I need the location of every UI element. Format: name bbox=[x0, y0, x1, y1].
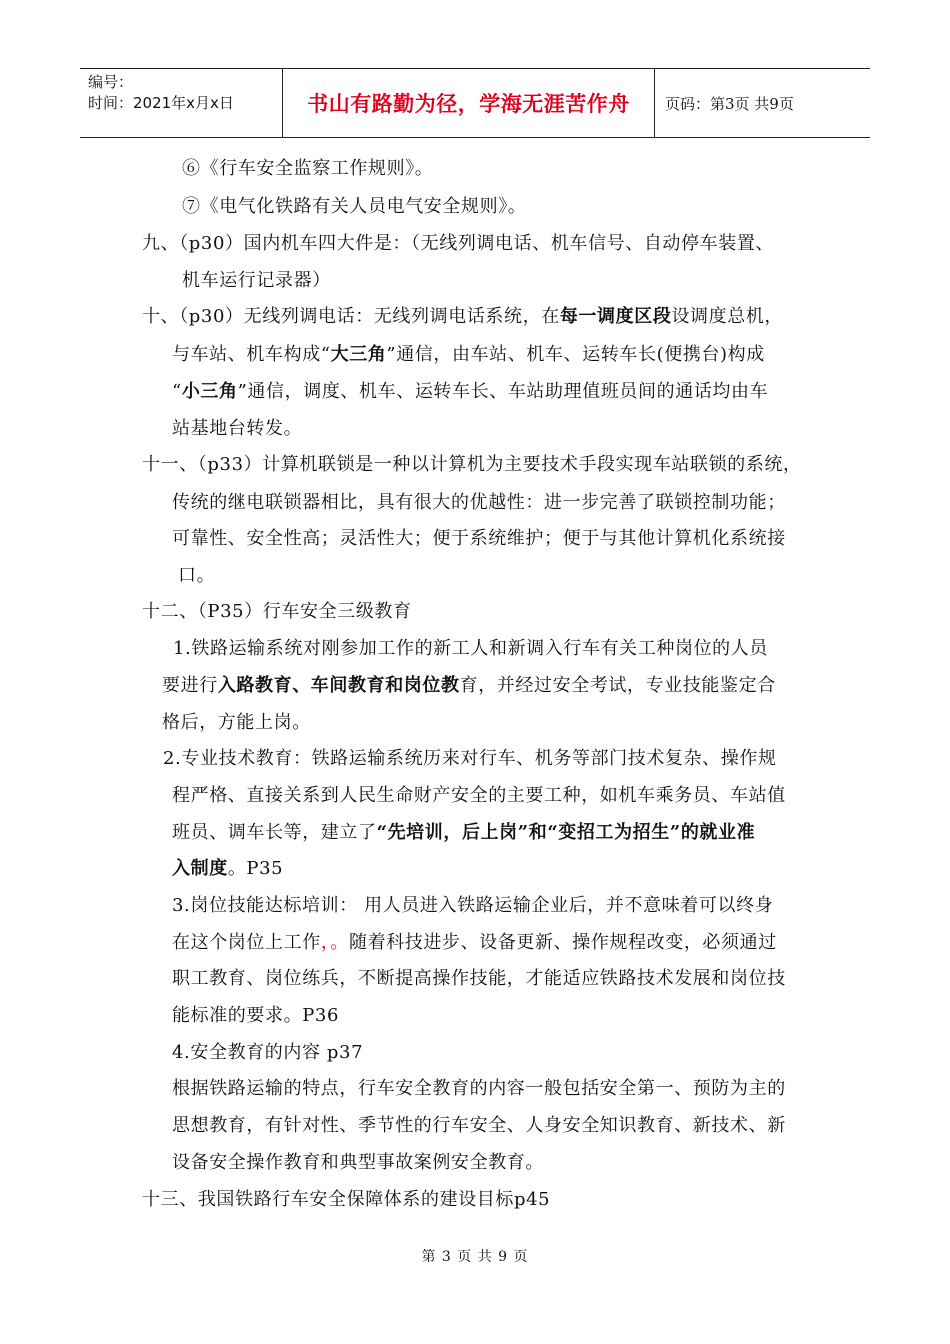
text-run: 育，并经过安全考试，专业技能鉴定合 bbox=[459, 675, 776, 696]
section-heading: 十二、（P35）行车安全三级教育 bbox=[142, 601, 412, 622]
text-run: 。P35 bbox=[227, 858, 284, 879]
header-page-number: 页码：第3页 共9页 bbox=[665, 94, 794, 113]
text-run: 要进行 bbox=[162, 675, 218, 696]
text-run: 随着科技进步、设备更新、操作规程改变，必须通过 bbox=[349, 932, 777, 953]
paragraph-line: 2.专业技术教育：铁路运输系统历来对行车、机务等部门技术复杂、操作规 bbox=[163, 748, 777, 769]
paragraph-line bbox=[172, 343, 765, 367]
paragraph-line bbox=[162, 674, 776, 698]
paragraph-line bbox=[172, 857, 283, 881]
text-run: 班员、调车长等，建立了 bbox=[172, 822, 377, 843]
page-footer: 第 3 页 共 9 页 bbox=[421, 1249, 529, 1265]
section-heading: 九、（p30）国内机车四大件是：（无线列调电话、机车信号、自动停车装置、 bbox=[142, 233, 775, 254]
page-header bbox=[80, 68, 870, 138]
text-run: ”通信，调度、机车、运转车长、车站助理值班员间的通话均由车 bbox=[237, 381, 769, 402]
paragraph-line: 程严格、直接关系到人民生命财产安全的主要工种，如机车乘务员、车站值 bbox=[172, 785, 786, 806]
text-run: 设调度总机， bbox=[671, 306, 784, 327]
paragraph-line: 职工教育、岗位练兵，不断提高操作技能，才能适应铁路技术发展和岗位技 bbox=[172, 968, 786, 989]
header-info bbox=[80, 69, 283, 137]
section-heading: 十三、我国铁路行车安全保障体系的建设目标p45 bbox=[142, 1189, 551, 1210]
section-heading bbox=[142, 305, 783, 329]
paragraph-line: 1.铁路运输系统对刚参加工作的新工人和新调入行车有关工种岗位的人员 bbox=[173, 638, 768, 659]
text-run: 在这个岗位上工作 bbox=[172, 932, 321, 953]
red-punctuation: ，。 bbox=[320, 932, 350, 953]
paragraph-line: 口。 bbox=[178, 565, 216, 586]
paragraph-line: 4.安全教育的内容 p37 bbox=[172, 1042, 364, 1063]
text-run: “ bbox=[172, 381, 182, 402]
paragraph-line: 机车运行记录器） bbox=[182, 270, 331, 291]
bold-text: 小三角 bbox=[181, 381, 238, 402]
paragraph-line: 能标准的要求。P36 bbox=[172, 1005, 340, 1026]
paragraph-line bbox=[172, 931, 777, 955]
paragraph-line bbox=[172, 380, 768, 404]
paragraph-line: 可靠性、安全性高；灵活性大；便于系统维护；便于与其他计算机化系统接 bbox=[172, 528, 786, 549]
doc-code-label: 编号： bbox=[88, 73, 134, 91]
bold-text: 大三角 bbox=[330, 344, 387, 365]
section-heading: 十一、（p33）计算机联锁是一种以计算机为主要技术手段实现车站联锁的系统， bbox=[142, 454, 802, 475]
text-run: 与车站、机车构成“ bbox=[172, 344, 331, 365]
paragraph-line: 传统的继电联锁器相比，具有很大的优越性：进一步完善了联锁控制功能； bbox=[172, 492, 786, 513]
bold-text: “先培训，后上岗”和“变招工为招生”的就业准 bbox=[376, 822, 756, 843]
bold-text: 每一调度区段 bbox=[559, 306, 672, 327]
paragraph-line: 根据铁路运输的特点，行车安全教育的内容一般包括安全第一、预防为主的 bbox=[172, 1078, 786, 1099]
paragraph-line: 格后，方能上岗。 bbox=[162, 712, 311, 733]
paragraph-line: 3.岗位技能达标培训： 用人员进入铁路运输企业后，并不意味着可以终身 bbox=[172, 895, 774, 916]
paragraph-line: 站基地台转发。 bbox=[172, 418, 303, 439]
paragraph-line bbox=[172, 821, 755, 845]
doc-time-label: 时间：2021年x月x日 bbox=[88, 94, 234, 112]
text-run: 十、（p30）无线列调电话：无线列调电话系统，在 bbox=[142, 306, 560, 327]
paragraph-line: ⑥《行车安全监察工作规则》。 bbox=[182, 158, 434, 179]
header-motto: 书山有路勤为径，学海无涯苦作舟 bbox=[283, 69, 655, 137]
text-run: ”通信，由车站、机车、运转车长(便携台)构成 bbox=[386, 344, 765, 365]
bold-text: 入制度 bbox=[172, 858, 228, 879]
paragraph-line: ⑦《电气化铁路有关人员电气安全规则》。 bbox=[182, 196, 527, 217]
paragraph-line: 思想教育，有针对性、季节性的行车安全、人身安全知识教育、新技术、新 bbox=[172, 1115, 786, 1136]
paragraph-line: 设备安全操作教育和典型事故案例安全教育。 bbox=[172, 1152, 544, 1173]
bold-text: 入路教育、车间教育和岗位教 bbox=[217, 675, 460, 696]
